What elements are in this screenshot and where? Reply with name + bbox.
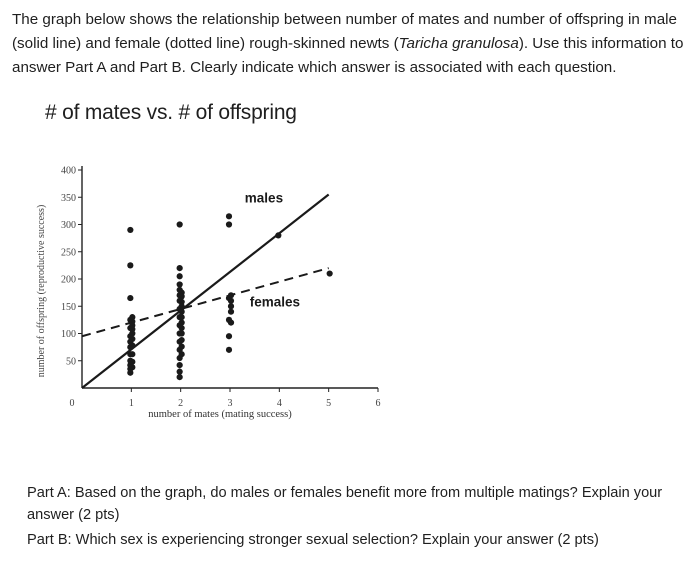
scatter-chart <box>0 140 700 440</box>
males-point <box>177 369 183 375</box>
x-tick-label: 4 <box>276 398 282 409</box>
part-a-text: Based on the graph, do males or females benefit more from multiple matings? Explain your answer (2 pts) <box>27 485 663 523</box>
males-point <box>127 227 133 233</box>
females-point <box>179 314 185 320</box>
y-tick-label: 400 <box>61 165 76 177</box>
females-point <box>179 303 185 309</box>
males-point <box>177 362 183 368</box>
males-point <box>226 213 232 219</box>
intro-line-2 <box>12 32 692 56</box>
x-tick-label: 2 <box>178 398 184 409</box>
females-point <box>129 342 135 348</box>
males-series-label: males <box>244 190 284 206</box>
males-point <box>275 232 281 238</box>
males-point <box>177 374 183 380</box>
intro-line-1: The graph below shows the relationship between number of mates and number of offspring in male <box>12 11 677 28</box>
females-point <box>129 351 135 357</box>
females-point <box>179 309 185 315</box>
females-point <box>179 351 185 357</box>
females-point <box>228 309 234 315</box>
females-point <box>179 330 185 336</box>
part-b-label: Part B: <box>27 532 72 548</box>
females-point <box>228 298 234 304</box>
females-point <box>129 364 135 370</box>
females-point <box>129 336 135 342</box>
y-tick-label: 50 <box>66 356 76 368</box>
question-intro <box>12 8 692 80</box>
x-axis-label: number of mates (mating success) <box>148 409 292 420</box>
females-point <box>228 320 234 326</box>
x-tick-label: 5 <box>326 398 332 409</box>
intro-line-2a: (solid line) and female (dotted line) rough-skinned newts ( <box>12 35 399 52</box>
y-tick-label: 300 <box>61 220 76 231</box>
males-point <box>177 273 183 279</box>
part-a-label: Part A: <box>27 485 71 501</box>
males-point <box>127 262 133 268</box>
males-point <box>127 370 133 376</box>
x-tick-label: 0 <box>69 398 75 409</box>
males-point <box>127 295 133 301</box>
y-tick-label: 250 <box>61 247 76 259</box>
intro-line-2b: ). Use this information to <box>518 35 684 52</box>
females-point <box>129 330 135 336</box>
females-point <box>179 343 185 349</box>
males-point <box>177 265 183 271</box>
females-point <box>179 320 185 326</box>
y-tick-label: 200 <box>61 274 76 286</box>
males-point <box>226 347 232 353</box>
females-point <box>129 359 135 365</box>
females-point <box>327 270 333 276</box>
x-tick-label: 3 <box>227 398 233 409</box>
part-b-question <box>27 529 677 551</box>
females-point <box>179 337 185 343</box>
x-tick-label: 6 <box>375 398 381 409</box>
y-tick-label: 100 <box>61 329 76 340</box>
males-point <box>226 221 232 227</box>
males-line <box>82 195 329 388</box>
females-series-label: females <box>249 294 301 310</box>
y-tick-label: 150 <box>61 301 76 313</box>
species-name: Taricha granulosa <box>398 35 519 52</box>
part-a-question <box>27 482 677 526</box>
y-axis-label: number of offspring (reproductive success) <box>36 204 47 378</box>
part-b-text: Which sex is experiencing stronger sexual selection? Explain your answer (2 pts) <box>71 532 599 548</box>
males-point <box>177 281 183 287</box>
males-point <box>226 333 232 339</box>
females-point <box>228 303 234 309</box>
intro-line-3: answer Part A and Part B. Clearly indicate which answer is associated with each question. <box>12 59 617 76</box>
females-point <box>179 325 185 331</box>
females-point <box>228 292 234 298</box>
males-point <box>177 221 183 227</box>
y-tick-label: 350 <box>61 192 76 204</box>
x-tick-label: 1 <box>128 398 134 409</box>
females-point <box>179 293 185 299</box>
chart-title: # of mates vs. # of offspring <box>45 101 297 124</box>
